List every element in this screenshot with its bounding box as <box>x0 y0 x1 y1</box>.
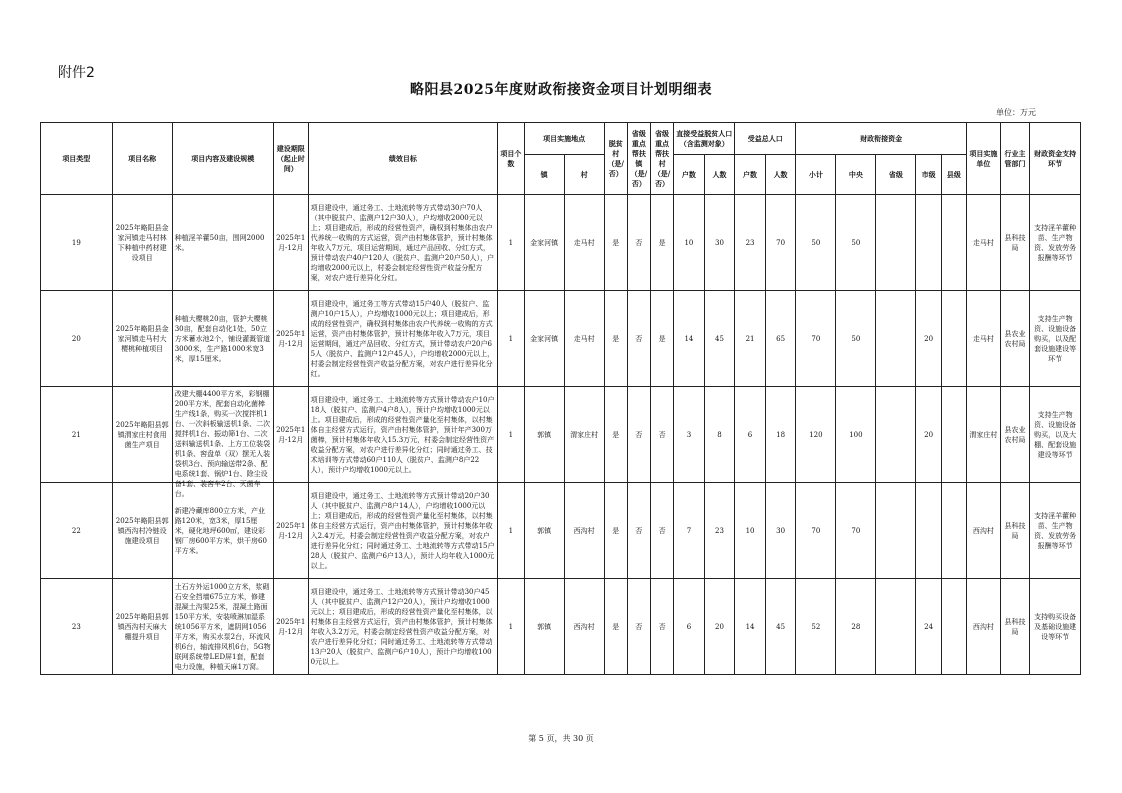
cell-county <box>941 195 966 291</box>
cell-text: 是 <box>658 334 666 343</box>
header-beneficiary: 受益总人口 <box>735 123 796 155</box>
cell-type <box>41 387 113 483</box>
header-town: 镇 <box>524 155 564 195</box>
cell-text: 县科技局 <box>1004 233 1026 252</box>
cell-city <box>916 483 941 579</box>
cell-prov-village <box>650 195 673 291</box>
cell-text: 新建冷藏库800立方米，产业路120米，宽3米，厚15厘米，硬化地坪600㎡，建设彩钢厂房600平方米，烘干房60平方米。 <box>174 506 267 555</box>
document-title: 略阳县2025年度财政衔接资金项目计划明细表 <box>410 82 712 98</box>
cell-direct-people <box>704 291 735 387</box>
cell-text: 项目建设中，通过务工、土地流转等方式预计带动农户10户18人（脱贫户、监测户4户8人），预计户均增收1000元以上。项目建成后，形成的经营性资产量化至村集体，以村集体自主经营方式运行，资产由村集体管护，预计年产300万菌棒，预计村集体年收入15.3万元，村委会制定经营性资产收益分配方案，对农户进行差异化分红；同时通过务工、技术培训等方式带动60户110人（脱贫户、监测户8户22人），预计户均增收1000元以上。 <box>310 395 495 474</box>
cell-ben-hh <box>735 291 766 387</box>
header-location: 项目实施地点 <box>524 123 604 155</box>
cell-unit-impl <box>967 195 1001 291</box>
cell-prov-village <box>650 291 673 387</box>
cell-text: 10 <box>745 526 755 535</box>
cell-goal <box>308 483 498 579</box>
cell-link <box>1030 483 1081 579</box>
cell-text: 50 <box>811 238 821 247</box>
cell-prov-village <box>650 387 673 483</box>
cell-text: 是 <box>612 622 620 631</box>
cell-content <box>172 195 273 291</box>
cell-direct-people <box>704 195 735 291</box>
cell-text: 金家河镇 <box>530 238 559 247</box>
cell-city <box>916 579 941 675</box>
cell-subtotal <box>796 195 836 291</box>
header-city: 市级 <box>916 155 941 195</box>
cell-subtotal <box>796 387 836 483</box>
cell-text: 6 <box>747 430 753 439</box>
cell-text: 项目建设中，通过务工等方式带动15户40人（脱贫户、监测户10户15人），户均增收1000元以上；项目建成后，形成的经营性资产，确权到村集体由农户代养统一收购的方式运营，资产由村集体管护，预计村集体年收入7万元，项目运营期间，通过产品回收、分红方式，预计带动农户20户65人（脱贫户、监测户12户45人），户均增收2000元以上，村委会制定经营性资产收益分配方案，对农户进行差异化分红。 <box>310 299 495 378</box>
cell-text: 渭家庄村 <box>570 430 599 439</box>
cell-link <box>1030 291 1081 387</box>
cell-text: 2025年略阳县金家河镇走马村大樱桃种植项目 <box>115 324 169 353</box>
cell-text: 西沟村 <box>972 622 994 631</box>
cell-text: 20 <box>924 334 934 343</box>
cell-unit-impl <box>967 579 1001 675</box>
cell-count <box>498 195 524 291</box>
cell-county <box>941 387 966 483</box>
cell-text: 1 <box>508 430 514 439</box>
cell-text: 20 <box>71 334 81 343</box>
header-content: 项目内容及建设规模 <box>172 123 273 195</box>
cell-province <box>876 483 916 579</box>
cell-text: 走马村 <box>972 334 994 343</box>
cell-unit-impl <box>967 483 1001 579</box>
cell-unit-impl <box>967 291 1001 387</box>
cell-link <box>1030 387 1081 483</box>
header-village: 村 <box>564 155 604 195</box>
cell-text: 否 <box>635 622 643 631</box>
cell-text: 走马村 <box>573 238 595 247</box>
cell-text: 否 <box>658 622 666 631</box>
cell-central <box>836 291 876 387</box>
cell-dept <box>1000 387 1030 483</box>
cell-goal <box>308 291 498 387</box>
header-prov-village: 省级重点帮扶村（是/否） <box>650 123 673 195</box>
cell-village <box>564 195 604 291</box>
cell-text: 7 <box>686 526 692 535</box>
cell-text: 县科技局 <box>1004 521 1026 540</box>
cell-dept <box>1000 291 1030 387</box>
cell-poor-village <box>604 387 627 483</box>
unit-label: 单位：万元 <box>996 108 1036 117</box>
cell-text: 种植淫羊藿50亩，围网2000米。 <box>174 233 265 252</box>
cell-goal <box>308 387 498 483</box>
cell-poor-village <box>604 483 627 579</box>
cell-direct-hh <box>674 387 705 483</box>
table-row <box>41 387 1081 483</box>
cell-text: 2025年1月-12月 <box>276 329 306 348</box>
cell-text: 30 <box>715 238 724 247</box>
cell-prov-town <box>627 291 650 387</box>
cell-village <box>564 579 604 675</box>
cell-text: 2025年略阳县郭镇渭家庄村食用菌生产项目 <box>115 420 169 449</box>
cell-town <box>524 291 564 387</box>
cell-text: 否 <box>635 238 643 247</box>
cell-direct-people <box>704 387 735 483</box>
cell-text: 1 <box>508 334 514 343</box>
cell-text: 县农业农村局 <box>1004 329 1026 348</box>
cell-direct-hh <box>674 579 705 675</box>
cell-content <box>172 291 273 387</box>
cell-ben-hh <box>735 387 766 483</box>
header-county: 县级 <box>941 155 966 195</box>
header-poor-village: 脱贫村（是/否） <box>604 123 627 195</box>
cell-name <box>112 483 172 579</box>
cell-direct-people <box>704 483 735 579</box>
cell-village <box>564 483 604 579</box>
cell-text: 24 <box>924 622 934 631</box>
header-subtotal: 小计 <box>796 155 836 195</box>
cell-town <box>524 195 564 291</box>
cell-text: 2025年1月-12月 <box>276 233 306 252</box>
header-central: 中央 <box>836 155 876 195</box>
header-direct: 直接受益脱贫人口（含监测对象） <box>674 123 735 155</box>
cell-text: 支持生产物资、设施设备购买，以及大棚、配套设施建设等环节 <box>1034 410 1077 459</box>
header-province: 省级 <box>876 155 916 195</box>
cell-prov-village <box>650 483 673 579</box>
cell-text: 支持淫羊藿种苗、生产物资、发放劳务报酬等环节 <box>1034 223 1077 262</box>
cell-poor-village <box>604 195 627 291</box>
cell-type <box>41 195 113 291</box>
table-row <box>41 291 1081 387</box>
cell-period <box>273 291 308 387</box>
header-goal: 绩效目标 <box>308 123 498 195</box>
cell-county <box>941 579 966 675</box>
cell-prov-town <box>627 195 650 291</box>
cell-text: 45 <box>776 622 786 631</box>
cell-text: 支持淫羊藿种苗、生产物资、发放劳务报酬等环节 <box>1034 511 1077 550</box>
table-row <box>41 483 1081 579</box>
cell-text: 是 <box>658 238 666 247</box>
cell-text: 郭镇 <box>537 622 552 631</box>
cell-province <box>876 195 916 291</box>
cell-town <box>524 483 564 579</box>
cell-name <box>112 291 172 387</box>
cell-text: 2025年1月-12月 <box>276 617 306 636</box>
cell-text: 120 <box>809 430 823 439</box>
header-name: 项目名称 <box>112 123 172 195</box>
cell-text: 支持购买设备及基础设施建设等环节 <box>1034 612 1077 641</box>
cell-text: 西沟村 <box>573 622 595 631</box>
cell-ben-people <box>765 579 796 675</box>
cell-text: 郭镇 <box>537 526 552 535</box>
cell-text: 21 <box>745 334 755 343</box>
cell-central <box>836 387 876 483</box>
header-unit-impl: 项目实施单位 <box>967 123 1001 195</box>
cell-text: 否 <box>658 526 666 535</box>
cell-count <box>498 387 524 483</box>
cell-text: 50 <box>851 334 861 343</box>
cell-link <box>1030 195 1081 291</box>
cell-text: 2025年1月-12月 <box>276 521 306 540</box>
cell-dept <box>1000 195 1030 291</box>
cell-text: 45 <box>715 334 724 343</box>
cell-text: 70 <box>811 334 821 343</box>
cell-text: 14 <box>745 622 755 631</box>
cell-text: 西沟村 <box>573 526 595 535</box>
cell-text: 是 <box>612 526 620 535</box>
cell-text: 2025年略阳县金家河镇走马村林下种植中药材建设项目 <box>115 223 169 262</box>
cell-central <box>836 483 876 579</box>
header-type: 项目类型 <box>41 123 113 195</box>
cell-text: 郭镇 <box>537 430 552 439</box>
cell-city <box>916 291 941 387</box>
cell-text: 种植大樱桃20亩，管护大樱桃30亩，配套自动化1处，50立方米蓄水池2个，铺设灌溉管道3000米，生产路1000米宽3米，厚15厘米。 <box>174 314 271 363</box>
cell-text: 14 <box>684 334 694 343</box>
cell-count <box>498 291 524 387</box>
cell-text: 20 <box>924 430 934 439</box>
page-footer: 第 5 页，共 30 页 <box>528 734 594 743</box>
cell-text: 28 <box>851 622 861 631</box>
cell-text: 10 <box>684 238 694 247</box>
cell-type <box>41 483 113 579</box>
cell-city <box>916 387 941 483</box>
cell-text: 县农业农村局 <box>1004 425 1026 444</box>
cell-link <box>1030 579 1081 675</box>
cell-text: 22 <box>71 526 81 535</box>
cell-dept <box>1000 579 1030 675</box>
cell-text: 8 <box>717 430 722 439</box>
cell-text: 否 <box>635 526 643 535</box>
cell-text: 1 <box>508 622 514 631</box>
cell-name <box>112 387 172 483</box>
cell-text: 2025年1月-12月 <box>276 425 306 444</box>
cell-city <box>916 195 941 291</box>
table-row <box>41 579 1081 675</box>
cell-text: 支持生产物资、设施设备购买，以及配套设施建设等环节 <box>1034 314 1077 363</box>
cell-text: 6 <box>686 622 692 631</box>
cell-text: 23 <box>715 526 724 535</box>
cell-direct-hh <box>674 483 705 579</box>
cell-text: 21 <box>71 430 81 439</box>
cell-text: 23 <box>71 622 81 631</box>
cell-prov-town <box>627 387 650 483</box>
header-funds: 财政衔接资金 <box>796 123 967 155</box>
cell-poor-village <box>604 291 627 387</box>
cell-town <box>524 387 564 483</box>
cell-ben-people <box>765 483 796 579</box>
cell-content <box>172 387 273 498</box>
cell-text: 金家河镇 <box>530 334 559 343</box>
cell-type <box>41 291 113 387</box>
cell-name <box>112 195 172 291</box>
cell-text: 23 <box>745 238 755 247</box>
cell-prov-village <box>650 579 673 675</box>
header-prov-town: 省级重点帮扶镇（是/否） <box>627 123 650 195</box>
cell-prov-town <box>627 579 650 675</box>
cell-text: 20 <box>715 622 724 631</box>
cell-text: 1 <box>508 238 514 247</box>
cell-county <box>941 483 966 579</box>
table-row <box>41 195 1081 291</box>
cell-town <box>524 579 564 675</box>
cell-ben-hh <box>735 483 766 579</box>
cell-text: 走马村 <box>573 334 595 343</box>
cell-text: 19 <box>71 238 81 247</box>
cell-text: 1 <box>508 526 514 535</box>
cell-name <box>112 579 172 675</box>
cell-direct-hh <box>674 291 705 387</box>
cell-text: 65 <box>776 334 786 343</box>
cell-ben-hh <box>735 579 766 675</box>
header-direct-people: 人数 <box>704 155 735 195</box>
cell-text: 18 <box>776 430 786 439</box>
header-direct-households: 户数 <box>674 155 705 195</box>
cell-period <box>273 483 308 579</box>
cell-type <box>41 579 113 675</box>
cell-text: 改建大棚4400平方米，彩钢棚200平方米，配套自动化菌棒生产线1条，购买一次搅拌机1台、一次斜板输送机1条、二次搅拌机1台、振动筛1台、二次送料输送机1条、上方工位装袋机1条、窖盘单（双）摆无人装袋机3台、预向输送带2条、配电系统1套、锅炉1台、除尘设备1套、装窖车2台、灭菌车台。 <box>174 389 271 498</box>
cell-direct-hh <box>674 195 705 291</box>
cell-village <box>564 291 604 387</box>
cell-prov-town <box>627 483 650 579</box>
cell-subtotal <box>796 483 836 579</box>
cell-text: 西沟村 <box>972 526 994 535</box>
cell-period <box>273 579 308 675</box>
cell-text: 否 <box>635 334 643 343</box>
cell-subtotal <box>796 579 836 675</box>
cell-text: 70 <box>811 526 821 535</box>
cell-text: 渭家庄村 <box>969 430 998 439</box>
header-count: 项目个数 <box>498 123 524 195</box>
cell-province <box>876 579 916 675</box>
cell-central <box>836 579 876 675</box>
cell-text: 52 <box>811 622 821 631</box>
cell-period <box>273 387 308 483</box>
cell-text: 是 <box>612 334 620 343</box>
cell-text: 走马村 <box>972 238 994 247</box>
cell-text: 否 <box>635 430 643 439</box>
cell-count <box>498 579 524 675</box>
cell-province <box>876 291 916 387</box>
cell-ben-people <box>765 387 796 483</box>
table-body <box>41 195 1081 675</box>
cell-text: 100 <box>849 430 863 439</box>
cell-text: 否 <box>658 430 666 439</box>
cell-content <box>172 579 273 675</box>
cell-goal <box>308 579 498 675</box>
header-period: 建设期限（起止时间） <box>273 123 308 195</box>
cell-dept <box>1000 483 1030 579</box>
cell-ben-people <box>765 291 796 387</box>
cell-province <box>876 387 916 483</box>
cell-text: 2025年略阳县郭镇西沟村天麻大棚提升项目 <box>115 612 169 641</box>
cell-text: 70 <box>851 526 861 535</box>
cell-unit-impl <box>967 387 1001 483</box>
cell-direct-people <box>704 579 735 675</box>
cell-text: 项目建设中，通过务工、土地流转等方式预计带动20户30人（其中脱贫户、监测户8户14人），户均增收1000元以上；项目建成后，形成的经营性资产量化至村集体，以村集体自主经营方式运行，资产由村集体管护，预计村集体年收入2.4万元，村委会制定经营性资产收益分配方案，对农户进行差异化分红；同时通过务工、土地流转等方式带动15户28人（脱贫户、监测户6户13人），预计人均年收入1000元以上。 <box>310 491 495 570</box>
cell-text: 70 <box>776 238 786 247</box>
header-dept: 行业主管部门 <box>1000 123 1030 195</box>
cell-text: 是 <box>612 430 620 439</box>
cell-text: 县科技局 <box>1004 617 1026 636</box>
cell-subtotal <box>796 291 836 387</box>
cell-text: 项目建设中，通过务工、土地流转等方式预计带动30户45人（其中脱贫户、监测户12户20人），预计户均增收1000元以上；项目建成后，形成的经营性资产量化至村集体，以村集体自主经营方式运行，资产由村集体管护，预计村集体年收入3.2万元，村委会制定经营性资产收益分配方案，对农户进行差异化分红；同时通过务工、土地流转等方式带动13户20人（脱贫户、监测户6户10人），预计户均增收1000元以上。 <box>310 587 493 666</box>
cell-goal <box>308 195 498 291</box>
cell-county <box>941 291 966 387</box>
cell-text: 2025年略阳县郭镇西沟村冷链设施建设项目 <box>115 516 169 545</box>
cell-poor-village <box>604 579 627 675</box>
header-ben-people: 人数 <box>765 155 796 195</box>
cell-count <box>498 483 524 579</box>
project-table <box>40 122 1081 675</box>
header-ben-households: 户数 <box>735 155 766 195</box>
cell-ben-people <box>765 195 796 291</box>
cell-central <box>836 195 876 291</box>
attachment-label: 附件2 <box>58 65 95 81</box>
cell-period <box>273 195 308 291</box>
cell-ben-hh <box>735 195 766 291</box>
cell-village <box>564 387 604 483</box>
cell-text: 土石方外运1000立方米，浆砌石安全挡墙675立方米，修建混凝土沟渠25米，混凝土路面150平方米，安装喷淋加湿系统1056平方米，遮阴网1056平方米，购买水泵2台，环流风机6台，轴流排风机6台，5G物联网系统带LED屏1套，配套电力设施，种植天麻1万窝。 <box>174 582 271 671</box>
cell-text: 项目建设中，通过务工、土地流转等方式带动30户70人（其中脱贫户、监测户12户30人），户均增收2000元以上；项目建成后，形成的经营性资产，确权到村集体由农户代养统一收购的方式运营，资产由村集体管护，预计村集体年收入7万元，项目运营期间，通过产品回收、分红方式，预计带动农户40户120人（脱贫户、监测户20户50人），户均增收2000元以上，村委会制定经营性资产收益分配方案，对农户进行差异化分红。 <box>310 203 495 282</box>
cell-text: 50 <box>851 238 861 247</box>
header-link: 财政资金支持环节 <box>1030 123 1081 195</box>
cell-text: 3 <box>686 430 692 439</box>
cell-text: 30 <box>776 526 786 535</box>
cell-text: 是 <box>612 238 620 247</box>
